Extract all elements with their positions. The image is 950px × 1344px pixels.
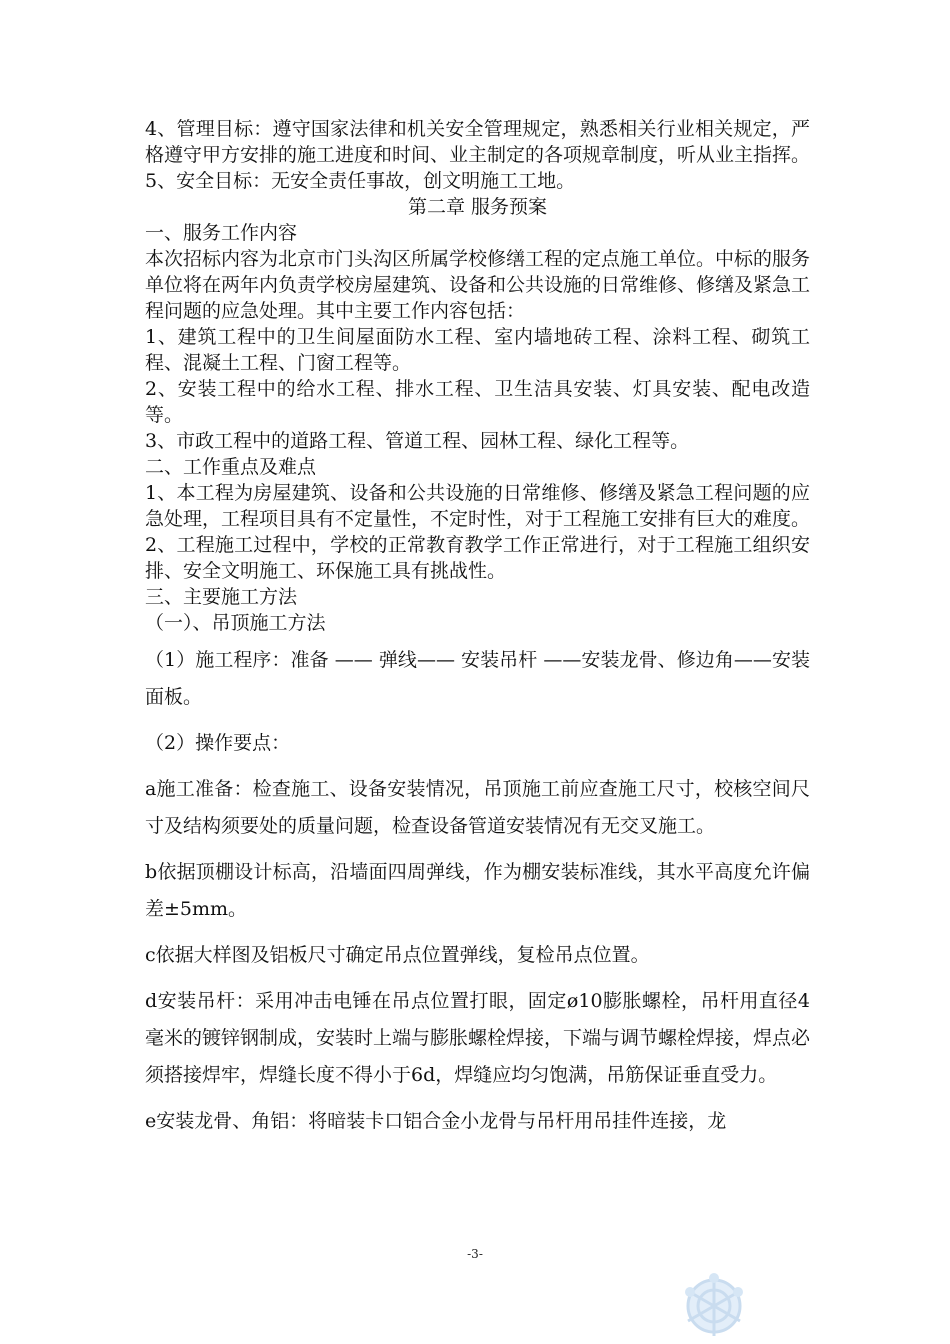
upper-section [145,116,810,636]
list-item-municipal: 3、市政工程中的道路工程、管道工程、园林工程、绿化工程等。 [145,430,690,452]
paragraph-procedure: （1）施工程序：准备 —— 弹线—— 安装吊杆 ——安装龙骨、修边角——安装面板。 [145,649,810,708]
snowflake-watermark-icon [676,1268,752,1338]
document-page [145,116,810,1149]
paragraph-step-c: c依据大样图及铝板尺寸确定吊点位置弹线，复检吊点位置。 [145,944,650,966]
paragraph-step-a: a施工准备：检查施工、设备安装情况，吊顶施工前应查施工尺寸，校核空间尺寸及结构须要处的质量问题，检查设备管道安装情况有无交叉施工。 [145,778,810,837]
chapter-title: 第二章 服务预案 [407,196,548,218]
section-heading-service-content: 一、服务工作内容 [145,222,298,244]
paragraph-safety-goal: 5、安全目标：无安全责任事故，创文明施工工地。 [145,170,576,192]
list-item-installation: 2、安装工程中的给水工程、排水工程、卫生洁具安装、灯具安装、配电改造等。 [145,378,810,426]
paragraph-management-goal: 4、管理目标：遵守国家法律和机关安全管理规定，熟悉相关行业相关规定，严格遵守甲方安排的施工进度和时间、业主制定的各项规章制度，听从业主指挥。 [145,118,811,166]
list-item-difficulty-2: 2、工程施工过程中，学校的正常教育教学工作正常进行，对于工程施工组织安排、安全文明施工、环保施工具有挑战性。 [145,534,810,582]
section-heading-methods: 三、主要施工方法 [145,586,298,608]
page-number: -3- [467,1247,483,1261]
paragraph-step-d: d安装吊杆：采用冲击电锤在吊点位置打眼，固定ø10膨胀螺栓，吊杆用直径4毫米的镀锌钢制成，安装时上端与膨胀螺栓焊接，下端与调节螺栓焊接，焊点必须搭接焊牢，焊缝长度不得小于6d，焊缝应均匀饱满，吊筋保证垂直受力。 [145,990,811,1086]
paragraph-step-e: e安装龙骨、角铝：将暗装卡口铝合金小龙骨与吊杆用吊挂件连接，龙 [145,1110,727,1132]
section-heading-key-points: 二、工作重点及难点 [145,456,317,478]
list-item-construction: 1、建筑工程中的卫生间屋面防水工程、室内墙地砖工程、涂料工程、砌筑工程、混凝土工程、门窗工程等。 [145,326,810,374]
paragraph-tender-content: 本次招标内容为北京市门头沟区所属学校修缮工程的定点施工单位。中标的服务单位将在两年内负责学校房屋建筑、设备和公共设施的日常维修、修缮及紧急工程问题的应急处理。其中主要工作内容包括： [145,248,811,322]
list-item-difficulty-1: 1、本工程为房屋建筑、设备和公共设施的日常维修、修缮及紧急工程问题的应急处理，工程项目具有不定量性，不定时性，对于工程施工安排有巨大的难度。 [145,482,811,530]
paragraph-step-b: b依据顶棚设计标高，沿墙面四周弹线，作为棚安装标准线，其水平高度允许偏差±5mm。 [145,861,810,920]
subsection-heading-ceiling: （一）、吊顶施工方法 [145,612,326,634]
lower-section [145,642,810,1140]
paragraph-operation-points: （2）操作要点： [145,732,291,754]
